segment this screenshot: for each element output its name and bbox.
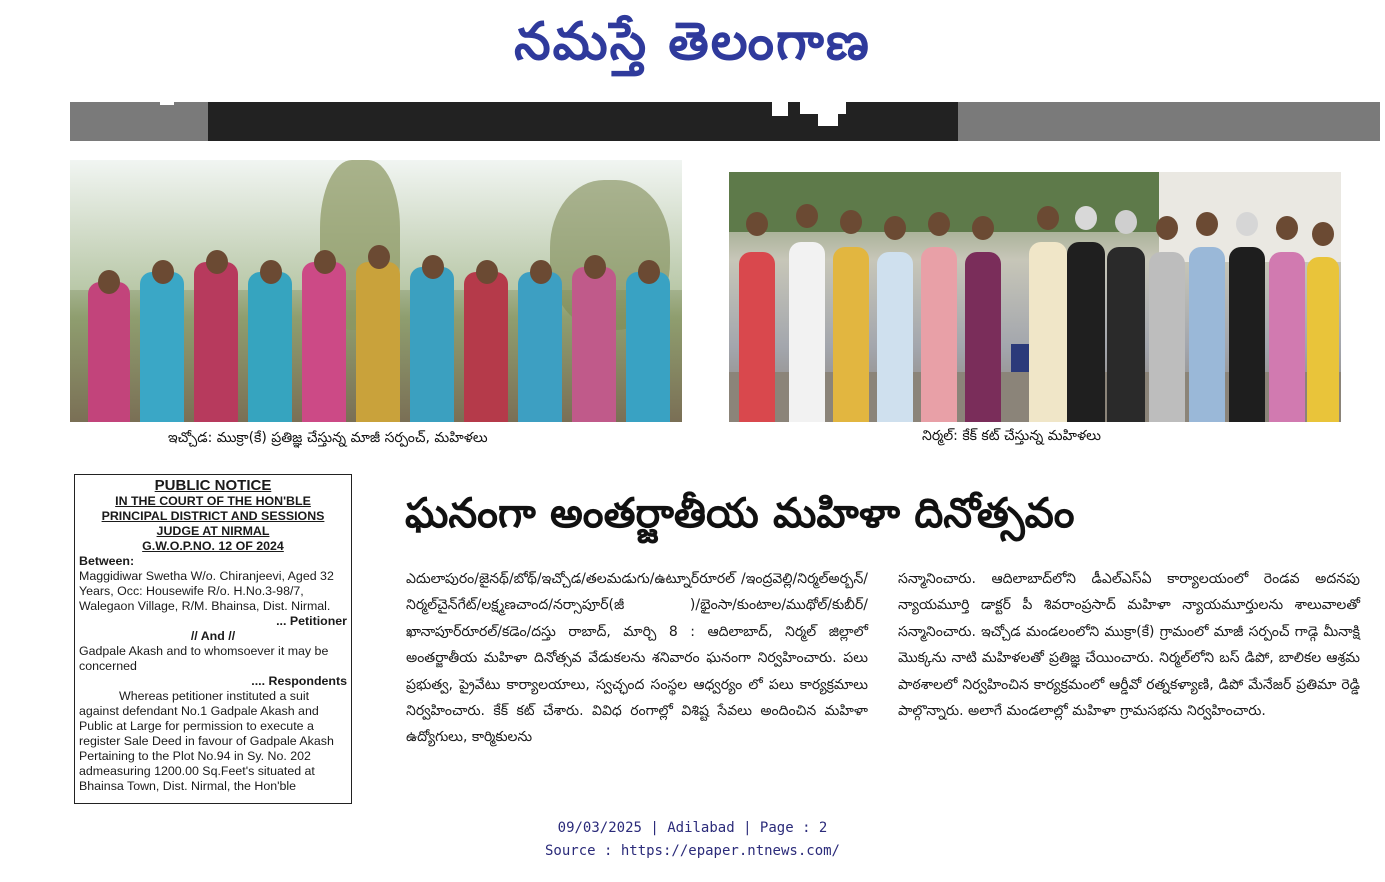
photo-person xyxy=(88,282,130,422)
notice-body: Whereas petitioner instituted a suit against defendant No.1 Gadpale Akash and Public at Large for permission to execute a register Sale Deed in favour of Gadpale Akash Pertaining to the Plot No.94 in Sy. No. 202 admeasuring 1200.00 Sq.Feet's situated at Bhainsa Town, Dist. Nirmal, the Hon'ble xyxy=(79,689,334,793)
photo-person xyxy=(746,212,768,236)
footer-source-link[interactable]: Source : https://epaper.ntnews.com/ xyxy=(544,843,840,859)
notice-court-line: IN THE COURT OF THE HON'BLE xyxy=(115,494,311,508)
photo-person xyxy=(1307,257,1339,422)
photo-person xyxy=(140,272,184,422)
photo-person xyxy=(1115,210,1137,234)
footer-date-edition: 09/03/2025 | Adilabad | Page : 2 xyxy=(557,820,828,836)
article-column-2: సన్మానించారు. ఆదిలాబాద్‌లోని డీఎల్‌ఎస్‌ఏ కార్యాలయంలో రెండవ అదనపు న్యాయమూర్తి డాక్టర్ పీ శివరాంప్రసాద్ మహిళా న్యాయమూర్తులను శాలువాలతో సన్మానించారు. ఇచ్చోడ మండలంలోని ముక్రా(కే) గ్రామంలో మాజీ సర్పంచ్ గాడ్గె మీనాక్షి మొక్కను నాటి మహిళలతో ప్రతిజ్ఞ చేయించారు. నిర్మల్‌లోని బస్ డిపో, బాలికల ఆశ్రమ పాఠశాలలో నిర్వహించిన కార్యక్రమంలో ఆర్డీవో రత్నకళ్యాణి, డిపో మేనేజర్ ప్రతిమా రెడ్డి పాల్గొన్నారు. అలాగే మండలాల్లో మహిళా గ్రామసభను నిర్వహించారు. xyxy=(898,571,1360,720)
photo-person xyxy=(98,270,120,294)
notice-petitioner-label: ... Petitioner xyxy=(276,614,347,628)
photo-pledge-women xyxy=(70,160,682,422)
notice-petitioner-text: Maggidiwar Swetha W/o. Chiranjeevi, Aged 32 Years, Occ: Housewife R/o. H.No.3-98/7, Walegaon Village, R/M. Bhainsa, Dist. Nirmal. xyxy=(79,569,334,613)
photo-person xyxy=(410,267,454,422)
photo-person xyxy=(1196,212,1218,236)
public-notice-box xyxy=(74,474,352,804)
photo-person xyxy=(884,216,906,240)
photo-person xyxy=(1037,206,1059,230)
photo-person xyxy=(1149,252,1185,422)
photo-person xyxy=(638,260,660,284)
photo-person xyxy=(464,272,508,422)
banner-fragment xyxy=(160,102,174,105)
photo-person xyxy=(1189,247,1225,422)
photo-person xyxy=(194,262,238,422)
photo-person xyxy=(248,272,292,422)
photo-person xyxy=(152,260,174,284)
photo-person xyxy=(1067,242,1105,422)
banner-fragment xyxy=(818,110,838,126)
notice-respondents-label: .... Respondents xyxy=(251,674,347,688)
photo-person xyxy=(314,250,336,274)
photo-person xyxy=(921,247,957,422)
photo-person xyxy=(1269,252,1305,422)
notice-heading: PUBLIC NOTICE xyxy=(154,477,272,494)
notice-respondent-text: Gadpale Akash and to whomsoever it may be concerned xyxy=(79,644,329,673)
photo-person xyxy=(739,252,775,422)
photo-person xyxy=(789,242,825,422)
photo-person xyxy=(1276,216,1298,240)
photo-person xyxy=(476,260,498,284)
photo-person xyxy=(1075,206,1097,230)
photo-person xyxy=(518,272,562,422)
photo-person xyxy=(626,272,670,422)
photo-person xyxy=(368,245,390,269)
photo-person xyxy=(1312,222,1334,246)
article-headline: ఘనంగా అంతర్జాతీయ మహిళా దినోత్సవం xyxy=(405,489,1075,537)
photo-person xyxy=(1107,247,1145,422)
photo-person xyxy=(260,260,282,284)
notice-court-line: PRINCIPAL DISTRICT AND SESSIONS xyxy=(101,509,325,523)
photo-person xyxy=(877,252,913,422)
photo-person xyxy=(972,216,994,240)
masthead-logo: నమస్తే తెలంగాణ xyxy=(514,12,871,72)
notice-court-line: JUDGE AT NIRMAL xyxy=(156,524,270,538)
photo-cake-cutting xyxy=(729,172,1341,422)
photo-person xyxy=(530,260,552,284)
photo-caption-right: నిర్మల్: కేక్ కట్ చేస్తున్న మహిళలు xyxy=(922,428,1101,444)
photo-person xyxy=(928,212,950,236)
photo-person xyxy=(422,255,444,279)
photo-person xyxy=(206,250,228,274)
notice-and-label: // And // xyxy=(190,629,236,643)
photo-person xyxy=(584,255,606,279)
photo-person xyxy=(833,247,869,422)
photo-person xyxy=(1029,242,1067,422)
photo-person xyxy=(1229,247,1265,422)
photo-person xyxy=(840,210,862,234)
photo-person xyxy=(1236,212,1258,236)
photo-person xyxy=(356,262,400,422)
photo-person xyxy=(796,204,818,228)
notice-between-label: Between: xyxy=(79,554,135,568)
article-column-1: ఎదులాపురం/జైనథ్/బోథ్/ఇచ్చోడ/తలమడుగు/ఉట్నూర్‌రూరల్ /ఇంద్రవెల్లి/నిర్మల్‌అర్బన్/నిర్మల్‌చైన్‌గేట్/లక్ష్మణచాంద/నర్సాపూర్(జీ )/భైంసా/కుంటాల/ముథోల్/కుబీర్/ఖానాపూర్‌రూరల్/కడెం/దస్తు రాబాద్, మార్చి 8 : ఆదిలాబాద్, నిర్మల్ జిల్లాలో అంతర్జాతీయ మహిళా దినోత్సవ వేడుకలను శనివారం ఘనంగా నిర్వహించారు. పలు ప్రభుత్వ, ప్రైవేటు కార్యాలయాలు, స్వచ్ఛంద సంస్థల ఆధ్వర్యం లో పలు కార్యక్రమాలు నిర్వహించారు. కేక్ కట్ చేశారు. వివిధ రంగాల్లో విశిష్ట సేవలు అందించిన మహిళా ఉద్యోగులు, కార్మికులను xyxy=(406,571,868,746)
photo-person xyxy=(965,252,1001,422)
photo-caption-left: ఇచ్చోడ: ముక్రా(కే) ప్రతిజ్ఞ చేస్తున్న మాజీ సర్పంచ్, మహిళలు xyxy=(168,430,488,446)
photo-person xyxy=(572,267,616,422)
notice-case-number: G.W.O.P.NO. 12 OF 2024 xyxy=(142,539,284,553)
photo-person xyxy=(1156,216,1178,240)
banner-fragment xyxy=(772,102,788,116)
photo-person xyxy=(302,262,346,422)
